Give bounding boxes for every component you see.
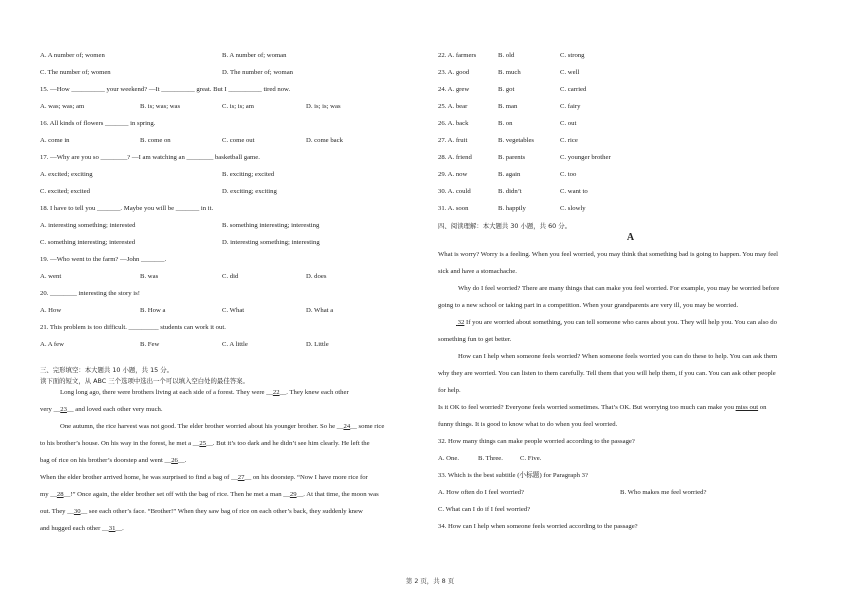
option-b[interactable]: B. got: [498, 86, 515, 93]
q14-option-a[interactable]: A. A number of; women: [40, 52, 105, 59]
cloze-option-row: [438, 52, 823, 60]
q20-option-a[interactable]: A. How: [40, 307, 62, 314]
q16-stem: 16. All kinds of flowers _______ in spring.: [40, 120, 156, 127]
q16-option-a[interactable]: A. come in: [40, 137, 70, 144]
option-b[interactable]: B. happily: [498, 205, 526, 212]
option-c[interactable]: C. want to: [560, 188, 588, 195]
cloze-line: When the elder brother arrived home, he was surprised to find a bag of __27__ on his doorstep. “Now I have more rice for: [40, 474, 368, 481]
option-c[interactable]: C. strong: [560, 52, 585, 59]
option-a[interactable]: 22. A. farmers: [438, 52, 477, 59]
passage-line: What is worry? Worry is a feeling. When you feel worried, you may think that something bad is going to happen. You may feel: [438, 251, 779, 258]
passage-line: sick and have a stomachache.: [438, 268, 517, 275]
q33-options-row2: [438, 506, 823, 514]
cloze-line: and hugged each other __31__.: [40, 525, 124, 532]
q20-option-d[interactable]: D. What a: [306, 307, 334, 314]
blank-32[interactable]: 32: [457, 319, 465, 326]
cloze-line: very __23__ and loved each other very much.: [40, 406, 163, 413]
cloze-option-row: [438, 120, 823, 128]
q14-option-d[interactable]: D. The number of; woman: [222, 69, 294, 76]
q16-option-d[interactable]: D. come back: [306, 137, 343, 144]
option-a[interactable]: 25. A. bear: [438, 103, 468, 110]
option-c[interactable]: C. fairy: [560, 103, 581, 110]
option-b[interactable]: B. didn’t: [498, 188, 522, 195]
passage-line: why they are worried. You can listen to them carefully. Tell them that you will help them, if you can. You can ask other people: [438, 370, 776, 377]
option-c[interactable]: C. well: [560, 69, 580, 76]
blank-26[interactable]: 26: [171, 457, 178, 464]
blank-22[interactable]: 22: [272, 389, 280, 396]
cloze-passage: [40, 389, 425, 533]
q15-option-c[interactable]: C. is; is; am: [222, 103, 254, 110]
q32-option-b[interactable]: B. Three.: [478, 455, 503, 462]
q17-option-c[interactable]: C. excited; excited: [40, 188, 90, 195]
blank-27[interactable]: 27: [237, 474, 245, 481]
q15-stem: 15. —How __________ your weekend? —It __________ great. But I __________ tired now.: [40, 86, 291, 93]
q33-option-c[interactable]: C. What can I do if I feel worried?: [438, 506, 531, 513]
q20-options: [40, 307, 425, 315]
q19-options: [40, 273, 425, 281]
q32-stem: 32. How many things can make people worried according to the passage?: [438, 438, 635, 445]
left-column: [40, 52, 425, 533]
q15-options: [40, 103, 425, 111]
passage-line: How can I help when someone feels worried? When someone feels worried you can do these to help. You can ask them: [458, 353, 778, 360]
cloze-line: bag of rice on his brother’s doorstep and went __26__.: [40, 457, 187, 464]
q33-options-row1: [438, 489, 823, 497]
passage-line: Is it OK to feel worried? Everyone feels worried sometimes. That’s OK. But worrying too much can make you miss out on: [438, 404, 767, 411]
q18-option-a[interactable]: A. interesting something; interested: [40, 222, 136, 229]
q33-option-b[interactable]: B. Who makes me feel worried?: [620, 489, 707, 496]
section3-instruction: 读下面的短文，从 ABC 三个选项中选出一个可以填入空白处的最佳答案。: [40, 377, 249, 385]
cloze-options-list: [438, 52, 823, 213]
q17-options-row1: [40, 171, 425, 179]
blank-30[interactable]: 30: [73, 508, 81, 515]
q21-options: [40, 341, 425, 349]
cloze-line: out. They __30__ see each other’s face. “Brother!” When they saw bag of rice on each other’s back, they suddenly knew: [40, 508, 363, 515]
passage-line: going to a new school or taking part in a competition. When your grandparents are very ill, you may be worried.: [438, 302, 739, 309]
option-a[interactable]: 28. A. friend: [438, 154, 472, 161]
q17-options-row2: [40, 188, 425, 196]
q19-option-c[interactable]: C. did: [222, 273, 239, 280]
q15-option-d[interactable]: D. is; is; was: [306, 103, 341, 110]
cloze-option-row: [438, 205, 823, 213]
q16-options: [40, 137, 425, 145]
cloze-option-row: [438, 171, 823, 179]
option-c[interactable]: C. out: [560, 120, 577, 127]
section4-heading: 四、阅读理解：本大题共 30 小题，共 60 分。: [438, 222, 572, 230]
cloze-option-row: [438, 137, 823, 145]
q34-stem: 34. How can I help when someone feels worried according to the passage?: [438, 523, 638, 530]
q18-option-b[interactable]: B. something interesting; interesting: [222, 222, 320, 229]
passage-line: funny things. It is good to know what to do when you feel worried.: [438, 421, 618, 428]
q14-options-row2: [40, 69, 425, 77]
q19-stem: 19. —Who went to the farm? —John _______.: [40, 256, 167, 263]
right-column: [438, 52, 823, 531]
blank-28[interactable]: 28: [56, 491, 64, 498]
passage-title: A: [626, 232, 635, 243]
blank-29[interactable]: 29: [289, 491, 297, 498]
reading-passage: [438, 251, 823, 429]
q14-option-b[interactable]: B. A number of; woman: [222, 52, 287, 59]
q21-option-b[interactable]: B. Few: [140, 341, 160, 348]
cloze-line: to his brother’s house. On his way in the forest, he met a __25__. But it’s too dark and he didn’t see him clearly. He left the: [40, 440, 370, 447]
passage-line: for help.: [438, 387, 461, 394]
q20-option-c[interactable]: C. What: [222, 307, 245, 314]
option-a[interactable]: 24. A. grew: [438, 86, 470, 93]
option-b[interactable]: B. man: [498, 103, 518, 110]
q14-option-c[interactable]: C. The number of; women: [40, 69, 111, 76]
blank-31[interactable]: 31: [108, 525, 116, 532]
q18-options-row2: [40, 239, 425, 247]
q17-option-b[interactable]: B. exciting; excited: [222, 171, 275, 178]
option-a[interactable]: 31. A. soon: [438, 205, 469, 212]
cloze-line: Long long ago, there were brothers living at each side of a forest. They were __22__. They knew each other: [60, 389, 349, 396]
q32-option-c[interactable]: C. Five.: [520, 455, 542, 462]
blank-24[interactable]: 24: [343, 423, 351, 430]
cloze-line: my __28__!” Once again, the elder brother set off with the bag of rice. Then he met a man __29__. At that time, the moon was: [40, 491, 379, 498]
q17-stem: 17. —Why are you so ________? —I am watching an ________ basketball game.: [40, 154, 260, 161]
option-a[interactable]: 30. A. could: [438, 188, 471, 195]
passage-line: Why do I feel worried? There are many things that can make you feel worried. For example, you may be worried before: [458, 285, 780, 292]
cloze-option-row: [438, 188, 823, 196]
q19-option-b[interactable]: B. was: [140, 273, 159, 280]
q20-option-b[interactable]: B. How a: [140, 307, 166, 314]
q19-option-d[interactable]: D. does: [306, 273, 327, 280]
option-c[interactable]: C. slowly: [560, 205, 586, 212]
cloze-option-row: [438, 103, 823, 111]
option-a[interactable]: 23. A. good: [438, 69, 470, 76]
q32-options: [438, 455, 823, 463]
q15-option-b[interactable]: B. is; was; was: [140, 103, 181, 110]
q19-option-a[interactable]: A. went: [40, 273, 62, 280]
q21-option-a[interactable]: A. A few: [40, 341, 64, 348]
blank-23[interactable]: 23: [60, 406, 67, 413]
q18-option-c[interactable]: C. something interesting; interested: [40, 239, 136, 246]
option-b[interactable]: B. parents: [498, 154, 526, 161]
q20-stem: 20. ________ interesting the story is!: [40, 290, 140, 297]
section3-heading: 三、完形填空：本大题共 10 小题，共 15 分。: [40, 366, 174, 374]
cloze-option-row: [438, 86, 823, 94]
q32-option-a[interactable]: A. One.: [438, 455, 459, 462]
q33-stem: 33. Which is the best subtitle (小标题) for Paragraph 3?: [438, 472, 588, 479]
blank-25[interactable]: 25: [199, 440, 207, 447]
option-a[interactable]: 26. A. back: [438, 120, 469, 127]
cloze-line: One autumn, the rice harvest was not good. The elder brother worried about his younger brother. So he __24__ some rice: [60, 423, 385, 430]
q18-stem: 18. I have to tell you _______. Maybe you will be _______ in it.: [40, 205, 214, 212]
q16-option-c[interactable]: C. come out: [222, 137, 255, 144]
q17-option-d[interactable]: D. exciting; exciting: [222, 188, 277, 195]
q18-option-d[interactable]: D. interesting something; interesting: [222, 239, 320, 246]
cloze-option-row: [438, 69, 823, 77]
q16-option-b[interactable]: B. come on: [140, 137, 171, 144]
option-c[interactable]: C. younger brother: [560, 154, 611, 161]
option-c[interactable]: C. carried: [560, 86, 587, 93]
cloze-option-row: [438, 154, 823, 162]
q21-stem: 21. This problem is too difficult. _________ students can work it out.: [40, 324, 226, 331]
phrase-miss-out: miss out: [735, 404, 759, 411]
option-a[interactable]: 27. A. fruit: [438, 137, 468, 144]
option-a[interactable]: 29. A. now: [438, 171, 468, 178]
option-c[interactable]: C. rice: [560, 137, 578, 144]
q15-option-a[interactable]: A. was; was; am: [40, 103, 85, 110]
q33-option-a[interactable]: A. How often do I feel worried?: [438, 489, 524, 496]
option-c[interactable]: C. too: [560, 171, 577, 178]
option-b[interactable]: B. again: [498, 171, 521, 178]
option-b[interactable]: B. old: [498, 52, 515, 59]
q21-option-d[interactable]: D. Little: [306, 341, 329, 348]
passage-line: something fun to get better.: [438, 336, 512, 343]
option-b[interactable]: B. much: [498, 69, 521, 76]
q14-options-row1: [40, 52, 425, 60]
q21-option-c[interactable]: C. A little: [222, 341, 248, 348]
q18-options-row1: [40, 222, 425, 230]
option-b[interactable]: B. on: [498, 120, 513, 127]
passage-line: 32 If you are worried about something, you can tell someone who cares about you. They will help you. You can also do: [457, 319, 777, 326]
option-b[interactable]: B. vegetables: [498, 137, 535, 144]
page-footer: 第 2 页，共 8 页: [405, 577, 455, 585]
q17-option-a[interactable]: A. excited; exciting: [40, 171, 93, 178]
